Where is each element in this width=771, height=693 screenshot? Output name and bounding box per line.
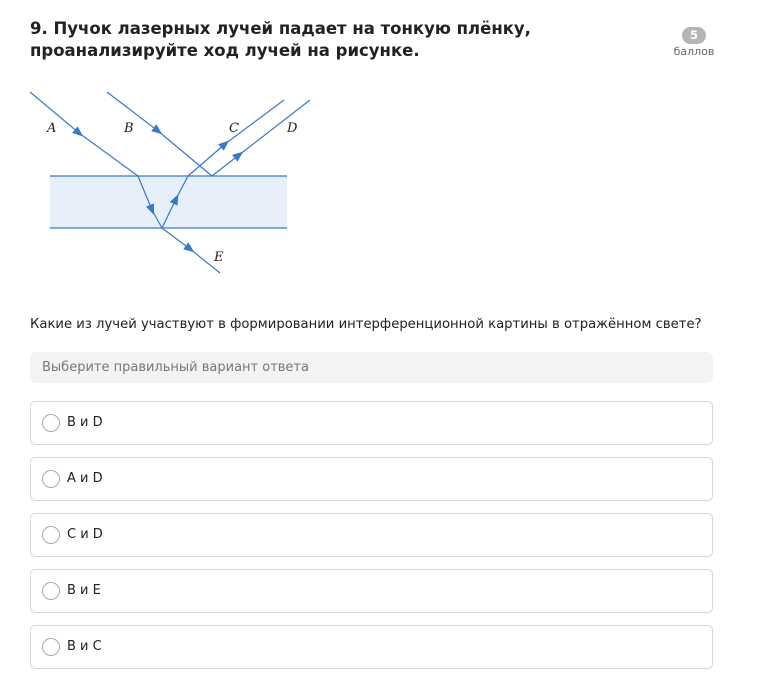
radio-button[interactable] [42, 638, 60, 656]
ray-label-e: E [214, 250, 224, 265]
answer-option[interactable] [30, 457, 713, 501]
answer-option[interactable] [30, 401, 713, 445]
question-prompt: Какие из лучей участвуют в формировании интерференционной картины в отражённом свете? [30, 317, 702, 332]
points-badge: 5 [682, 27, 706, 44]
answer-option[interactable] [30, 513, 713, 557]
question-title: 9. Пучок лазерных лучей падает на тонкую плёнку, проанализируйте ход лучей на рисунке. [30, 19, 531, 60]
ray-label-d: D [287, 121, 298, 136]
radio-button[interactable] [42, 582, 60, 600]
answer-option-label: C и D [67, 527, 103, 542]
answer-option-label: B и C [67, 639, 102, 654]
ray-label-b: B [124, 121, 134, 136]
radio-button[interactable] [42, 526, 60, 544]
answer-option-label: B и D [67, 415, 103, 430]
thin-film [50, 176, 287, 228]
points-indicator [672, 24, 716, 58]
radio-button[interactable] [42, 414, 60, 432]
ray-b [107, 92, 212, 176]
ray-c [188, 100, 284, 176]
radio-button[interactable] [42, 470, 60, 488]
ray-e [162, 228, 220, 273]
thin-film-ray-diagram [0, 80, 340, 280]
answer-option-label: B и E [67, 583, 101, 598]
ray-label-c: C [229, 121, 239, 136]
answer-option[interactable] [30, 625, 713, 669]
answer-option-label: A и D [67, 471, 103, 486]
answer-option[interactable] [30, 569, 713, 613]
points-label: баллов [673, 45, 715, 58]
ray-label-a: A [47, 121, 57, 136]
answer-hint: Выберите правильный вариант ответа [30, 352, 713, 383]
ray-d [212, 100, 310, 176]
